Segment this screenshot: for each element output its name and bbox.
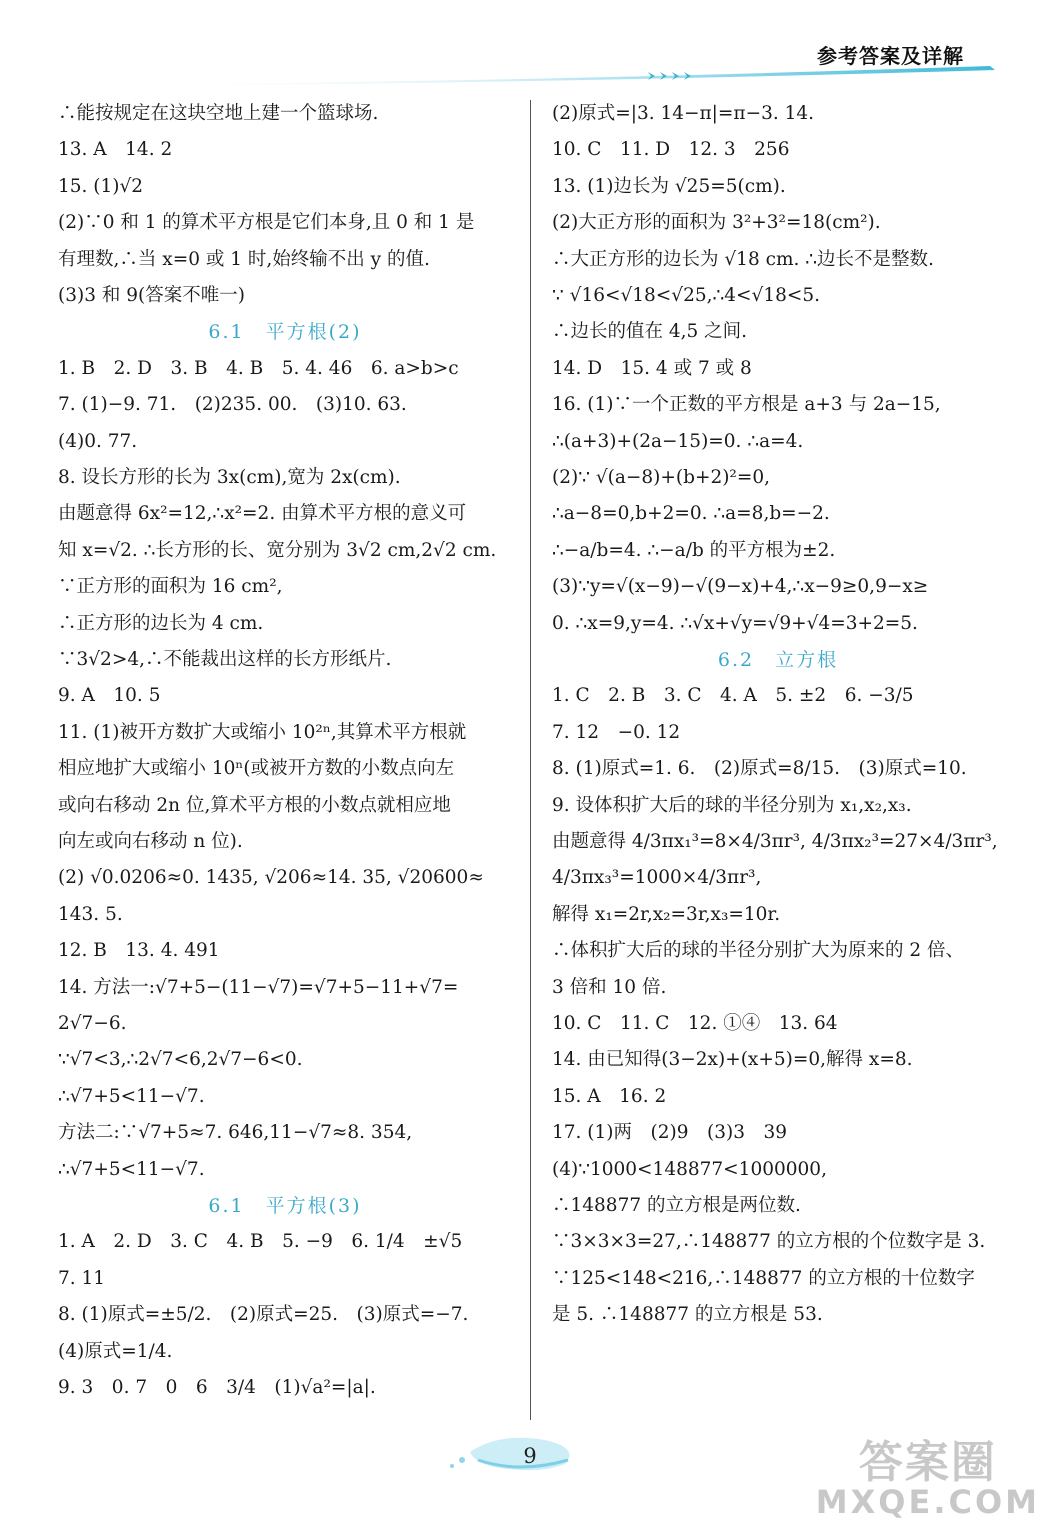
answer-line: 1. A 2. D 3. C 4. B 5. −9 6. 1/4 ±√5: [58, 1231, 463, 1252]
answer-line: 13. (1)边长为 √25=5(cm).: [552, 176, 786, 197]
answer-line: 1. C 2. B 3. C 4. A 5. ±2 6. −3/5: [552, 685, 914, 706]
answer-line: ∵正方形的面积为 16 cm²,: [58, 576, 283, 597]
answer-line: (2)∵0 和 1 的算术平方根是它们本身,且 0 和 1 是: [58, 212, 475, 233]
answer-line: 8. (1)原式=1. 6. (2)原式=8/15. (3)原式=10.: [552, 758, 967, 779]
answer-line: ∴边长的值在 4,5 之间.: [552, 321, 748, 342]
answer-line: 7. 12 −0. 12: [552, 722, 681, 743]
answer-line: 1. B 2. D 3. B 4. B 5. 4. 46 6. a>b>c: [58, 358, 459, 379]
answer-line: 或向右移动 2n 位,算术平方根的小数点就相应地: [58, 795, 451, 816]
answer-line: (3)∵y=√(x−9)−√(9−x)+4,∴x−9≥0,9−x≥: [552, 576, 929, 597]
answer-line: ∴√7+5<11−√7.: [58, 1159, 205, 1180]
header-decoration: [0, 62, 1060, 86]
answer-line: 15. A 16. 2: [552, 1086, 667, 1107]
answer-line: 方法二:∵√7+5≈7. 646,11−√7≈8. 354,: [58, 1122, 413, 1143]
section-heading: 6.2 立方根: [717, 649, 839, 671]
answer-line: 3 倍和 10 倍.: [552, 977, 667, 998]
watermark: [815, 1437, 1040, 1522]
answer-line: ∵3×3×3=27,∴148877 的立方根的个位数字是 3.: [552, 1231, 986, 1252]
watermark-top: 答案圈: [858, 1437, 997, 1488]
answer-line: 0. ∴x=9,y=4. ∴√x+√y=√9+√4=3+2=5.: [552, 613, 918, 634]
answer-line: 有理数,∴当 x=0 或 1 时,始终输不出 y 的值.: [58, 249, 430, 270]
answer-line: 13. A 14. 2: [58, 139, 173, 160]
answer-line: (2)原式=|3. 14−π|=π−3. 14.: [552, 103, 815, 124]
answer-line: ∴体积扩大后的球的半径分别扩大为原来的 2 倍、: [552, 940, 965, 961]
answer-line: (2)∵ √(a−8)+(b+2)²=0,: [552, 467, 770, 488]
answer-line: 知 x=√2. ∴长方形的长、宽分别为 3√2 cm,2√2 cm.: [58, 540, 497, 561]
answer-line: 14. 方法一:√7+5−(11−√7)=√7+5−11+√7=: [58, 977, 459, 998]
answer-line: (4)原式=1/4.: [58, 1341, 173, 1362]
answer-line: 16. (1)∵一个正数的平方根是 a+3 与 2a−15,: [552, 394, 941, 415]
answer-line: 向左或向右移动 n 位).: [58, 831, 243, 852]
answer-line: ∴正方形的边长为 4 cm.: [58, 613, 264, 634]
answer-line: ∴√7+5<11−√7.: [58, 1086, 205, 1107]
answer-line: 7. (1)−9. 71. (2)235. 00. (3)10. 63.: [58, 394, 407, 415]
answer-line: 14. D 15. 4 或 7 或 8: [552, 358, 752, 379]
column-divider: [530, 100, 531, 1420]
answer-line: 11. (1)被开方数扩大或缩小 10²ⁿ,其算术平方根就: [58, 722, 467, 743]
page-number: 9: [523, 1444, 537, 1468]
answer-line: 10. C 11. C 12. ①④ 13. 64: [552, 1013, 838, 1034]
answer-line: ∴−a/b=4. ∴−a/b 的平方根为±2.: [552, 540, 836, 561]
answer-line: 9. A 10. 5: [58, 685, 161, 706]
answer-line: 4/3πx₃³=1000×4/3πr³,: [552, 867, 762, 888]
answer-line: (2) √0.0206≈0. 1435, √206≈14. 35, √20600≈: [58, 867, 484, 888]
section-heading: 6.1 平方根(2): [208, 321, 362, 343]
answer-line: 8. (1)原式=±5/2. (2)原式=25. (3)原式=−7.: [58, 1304, 469, 1325]
page-footer: [0, 1430, 1060, 1530]
answer-line: 由题意得 4/3πx₁³=8×4/3πr³, 4/3πx₂³=27×4/3πr³,: [552, 831, 998, 852]
answer-line: ∴大正方形的边长为 √18 cm. ∴边长不是整数.: [552, 249, 934, 270]
answer-line: ∵3√2>4,∴不能裁出这样的长方形纸片.: [58, 649, 392, 670]
watermark-bottom: MXQE.COM: [815, 1483, 1040, 1522]
answer-line: ∴148877 的立方根是两位数.: [552, 1195, 801, 1216]
page-header: [0, 0, 1060, 100]
answer-line: 7. 11: [58, 1268, 106, 1289]
header-title: 参考答案及详解: [817, 44, 964, 68]
answer-line: (2)大正方形的面积为 3²+3²=18(cm²).: [552, 212, 881, 233]
answer-line: (4)∵1000<148877<1000000,: [552, 1159, 827, 1180]
answer-line: 2√7−6.: [58, 1013, 127, 1034]
section-heading: 6.1 平方根(3): [208, 1195, 362, 1217]
answer-line: 12. B 13. 4. 491: [58, 940, 220, 961]
answer-line: ∴(a+3)+(2a−15)=0. ∴a=4.: [552, 431, 804, 452]
answer-line: 9. 设体积扩大后的球的半径分别为 x₁,x₂,x₃.: [552, 795, 912, 816]
answer-line: 是 5. ∴148877 的立方根是 53.: [552, 1304, 823, 1325]
answer-line: ∴a−8=0,b+2=0. ∴a=8,b=−2.: [552, 503, 830, 524]
answer-line: ∵125<148<216,∴148877 的立方根的十位数字: [552, 1268, 975, 1289]
answer-line: (4)0. 77.: [58, 431, 138, 452]
answer-line: ∵√7<3,∴2√7<6,2√7−6<0.: [58, 1049, 303, 1070]
answer-line: 8. 设长方形的长为 3x(cm),宽为 2x(cm).: [58, 467, 401, 488]
answer-line: 143. 5.: [58, 904, 123, 925]
answer-line: 17. (1)两 (2)9 (3)3 39: [552, 1122, 787, 1143]
answer-line: (3)3 和 9(答案不唯一): [58, 285, 245, 306]
answer-line: 15. (1)√2: [58, 176, 144, 197]
answer-line: ∵ √16<√18<√25,∴4<√18<5.: [552, 285, 821, 306]
answer-line: 由题意得 6x²=12,∴x²=2. 由算术平方根的意义可: [58, 503, 467, 524]
answer-line: 解得 x₁=2r,x₂=3r,x₃=10r.: [552, 904, 781, 925]
answer-line: ∴能按规定在这块空地上建一个篮球场.: [58, 103, 379, 124]
answer-line: 9. 3 0. 7 0 6 3/4 (1)√a²=|a|.: [58, 1377, 376, 1398]
answer-line: 相应地扩大或缩小 10ⁿ(或被开方数的小数点向左: [58, 758, 455, 779]
answer-line: 10. C 11. D 12. 3 256: [552, 139, 790, 160]
answer-line: 14. 由已知得(3−2x)+(x+5)=0,解得 x=8.: [552, 1049, 913, 1070]
